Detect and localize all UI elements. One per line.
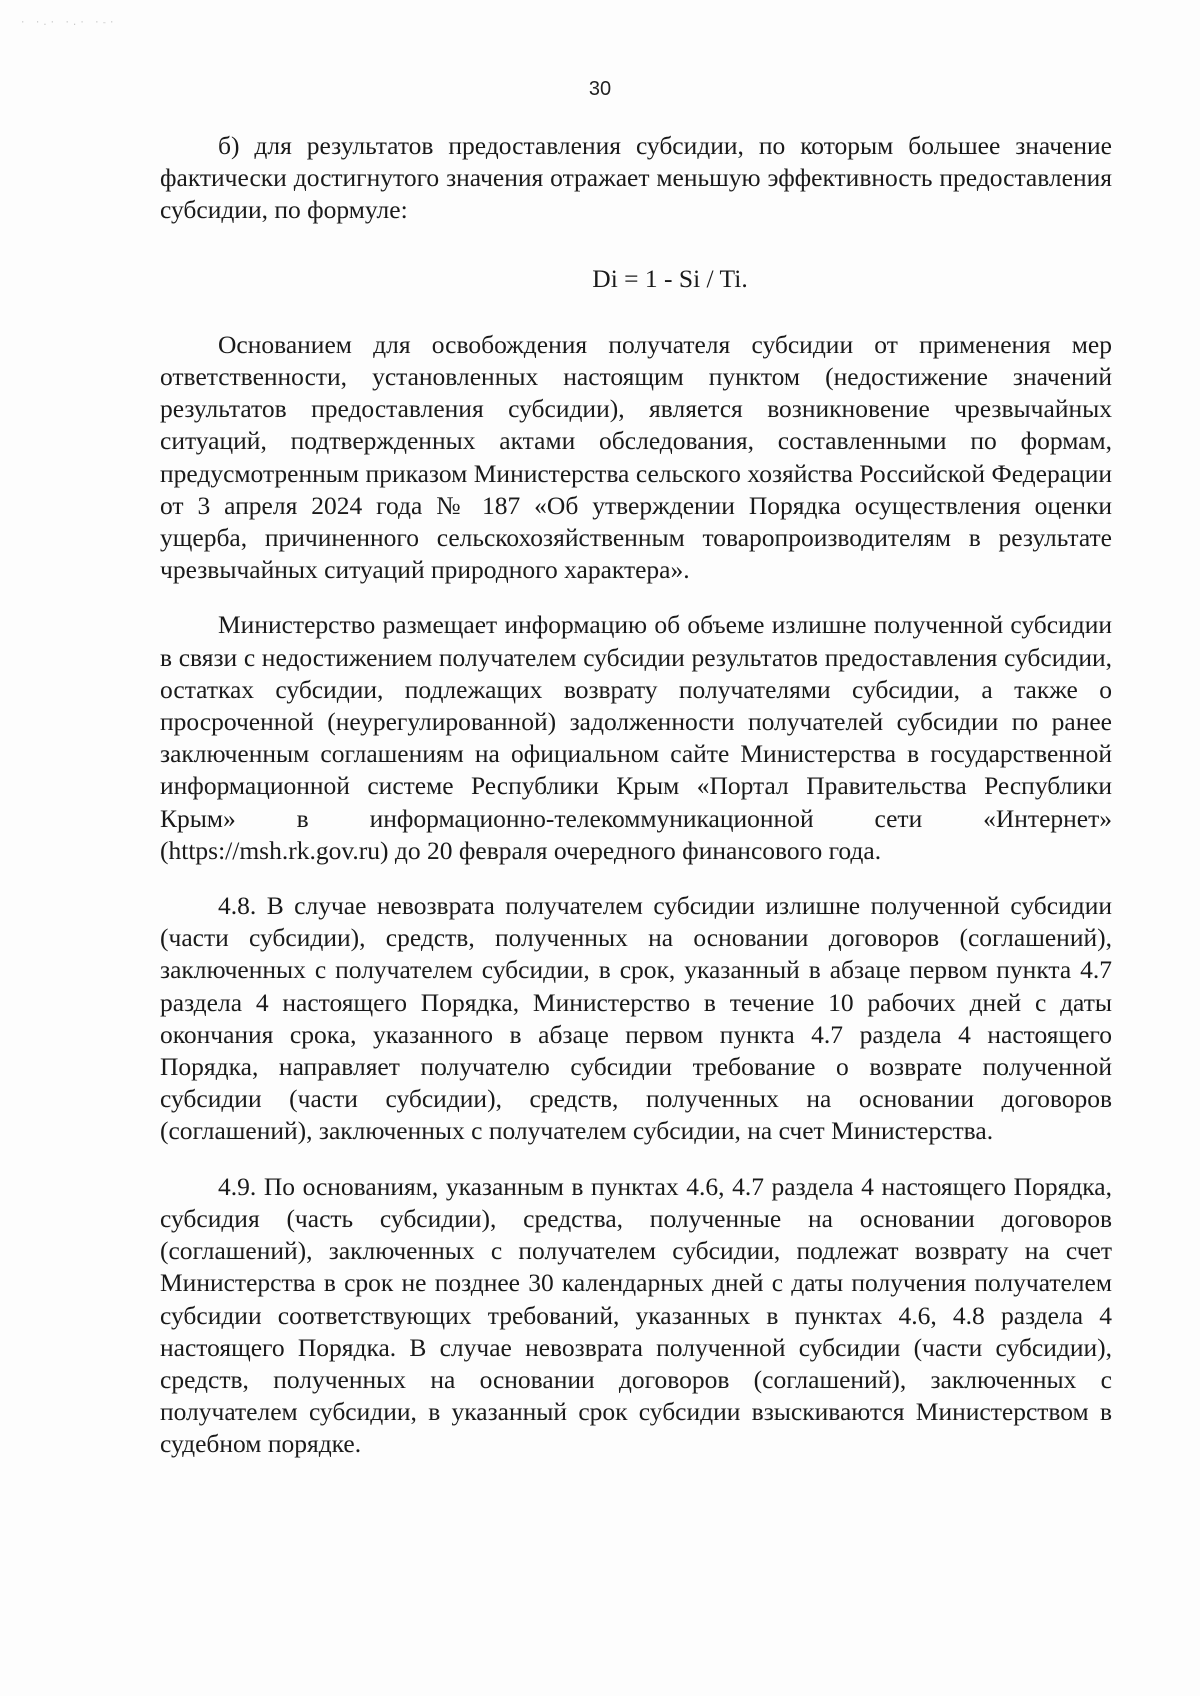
paragraph-4-9: 4.9. По основаниям, указанным в пунктах 4.6, 4.7 раздела 4 настоящего Порядка, субсидия (часть субсидии), средства, полученные на основании договоров (соглашений), заключенных с получателем субсидии, подлежат возврату на счет Министерства в срок не позднее 30 календарных дней с даты получения получателем субсидии соответствующих требований, указанных в пунктах 4.6, 4.8 раздела 4 настоящего Порядка. В случае невозврата полученной субсидии (части субсидии), средств, полученных на основании договоров (соглашений), заключенных с получателем субсидии, в указанный срок субсидии взыскиваются Министерством в судебном порядке. bbox=[160, 1171, 1112, 1459]
paragraph-4-8: 4.8. В случае невозврата получателем субсидии излишне полученной субсидии (части субсидии), средств, полученных на основании договоров (соглашений), заключенных с получателем субсидии, в срок, указанный в абзаце первом пункта 4.7 раздела 4 настоящего Порядка, Министерство в течение 10 рабочих дней с даты окончания срока, указанного в абзаце первом пункта 4.7 раздела 4 настоящего Порядка, направляет получателю субсидии требование о возврате полученной субсидии (части субсидии), средств, полученных на основании договоров (соглашений), заключенных с получателем субсидии, на счет Министерства. bbox=[160, 891, 1112, 1146]
document-body bbox=[160, 130, 1112, 1461]
paragraph-formula-b: б) для результатов предоставления субсидии, по которым большее значение фактически достигнутого значения отражает меньшую эффективность предоставления субсидии, по формуле: bbox=[160, 131, 1112, 225]
paragraph-exemption: Основанием для освобождения получателя субсидии от применения мер ответственности, установленных настоящим пунктом (недостижение значений результатов предоставления субсидии), является возникновение чрезвычайных ситуаций, подтвержденных актами обследования, составленными по формам, предусмотренным приказом Министерства сельского хозяйства Российской Федерации от 3 апреля 2024 года № 187 «Об утверждении Порядка осуществления оценки ущерба, причиненного сельскохозяйственным товаропроизводителям в результате чрезвычайных ситуаций природного характера». bbox=[160, 329, 1112, 585]
paragraph-ministry-publication: Министерство размещает информацию об объеме излишне полученной субсидии в связи с недостижением получателем субсидии результатов предоставления субсидии, остатках субсидии, подлежащих возврату получателями субсидии, а также о просроченной (неурегулированной) задолженности получателей субсидии по ранее заключенным соглашениям на официальном сайте Министерства в государственной информационной системе Республики Крым «Портал Правительства Республики Крым» в информационно-телекоммуникационной сети «Интернет» (https://msh.rk.gov.ru) до 20 февраля очередного финансового года. bbox=[160, 610, 1112, 865]
scan-artifact: · ·.· ·.· ·-· bbox=[20, 18, 117, 28]
page-number: 30 bbox=[588, 78, 612, 100]
formula: Di = 1 - Si / Ti. bbox=[592, 263, 748, 293]
